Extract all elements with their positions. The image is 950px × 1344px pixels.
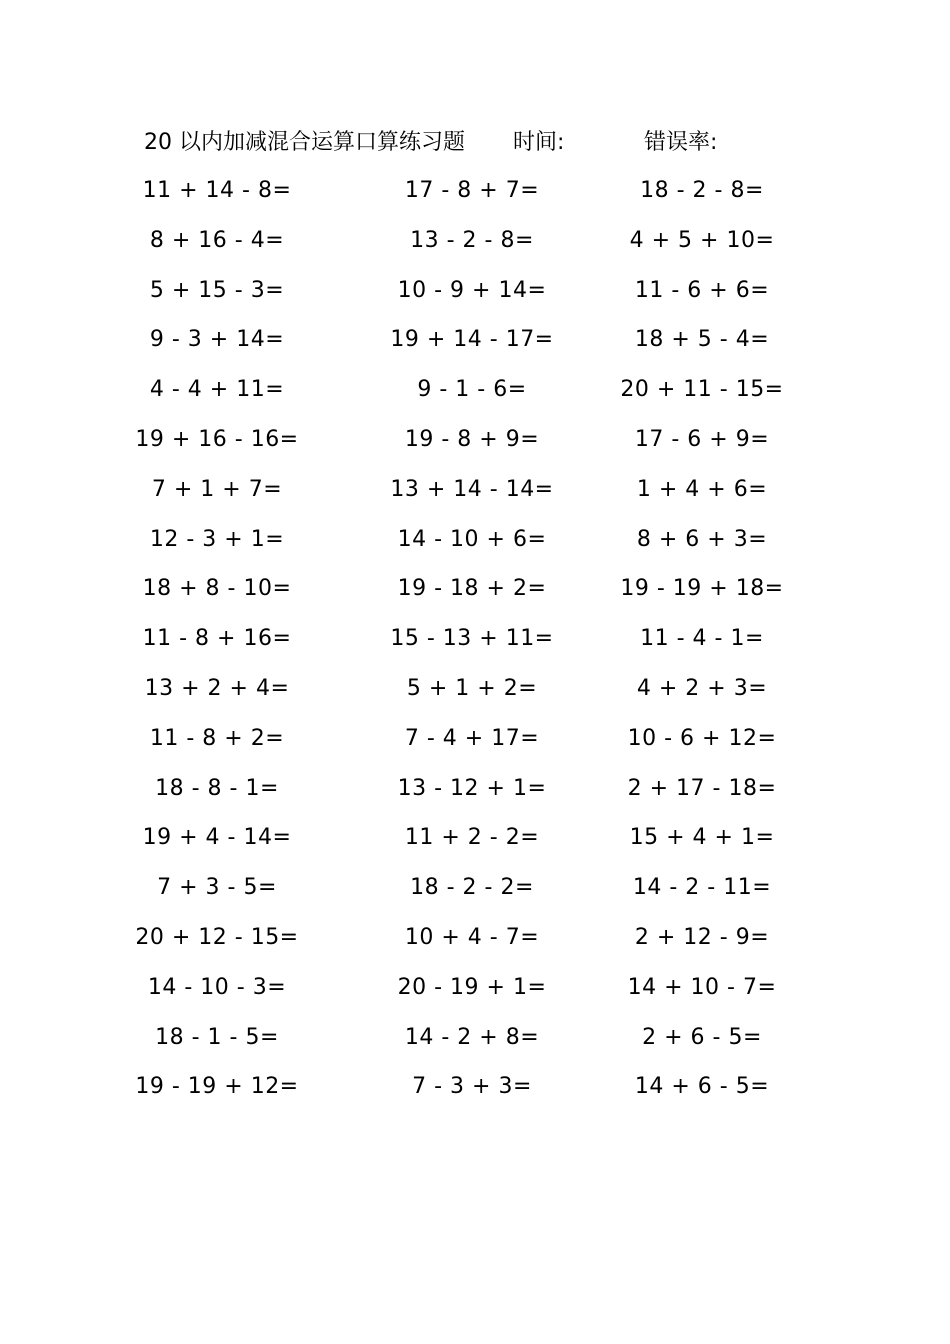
math-problem: 5 + 1 + 2= <box>406 676 538 701</box>
math-problem: 5 + 15 - 3= <box>149 277 285 303</box>
problem-row <box>0 719 950 759</box>
math-problem: 18 - 8 - 1= <box>155 775 279 801</box>
problem-row <box>0 769 950 809</box>
math-problem: 14 + 10 - 7= <box>627 974 777 1000</box>
math-problem: 13 - 12 + 1= <box>397 775 547 801</box>
math-problem: 13 + 14 - 14= <box>390 476 554 502</box>
math-problem: 7 - 3 + 3= <box>412 1074 532 1100</box>
problem-row <box>0 221 950 261</box>
math-problem: 8 + 16 - 4= <box>149 227 285 253</box>
math-problem: 11 - 6 + 6= <box>634 277 770 303</box>
math-problem: 18 - 2 - 2= <box>410 875 534 901</box>
math-problem: 18 - 2 - 8= <box>640 178 764 203</box>
math-problem: 4 + 5 + 10= <box>629 227 775 253</box>
math-problem: 11 - 8 + 2= <box>149 725 285 751</box>
problem-row <box>0 520 950 560</box>
math-problem: 2 + 6 - 5= <box>642 1024 762 1050</box>
problem-row <box>0 1018 950 1058</box>
problem-row <box>0 320 950 360</box>
math-problem: 19 + 16 - 16= <box>135 427 299 452</box>
math-problem: 8 + 6 + 3= <box>636 526 768 552</box>
math-problem: 2 + 12 - 9= <box>634 925 770 950</box>
problem-row <box>0 420 950 460</box>
math-problem: 19 + 14 - 17= <box>390 327 554 353</box>
math-problem: 14 + 6 - 5= <box>634 1074 770 1100</box>
math-problem: 17 - 8 + 7= <box>404 178 540 203</box>
math-problem: 19 - 8 + 9= <box>404 427 540 452</box>
math-problem: 17 - 6 + 9= <box>634 427 770 452</box>
problem-row <box>0 1067 950 1107</box>
math-problem: 20 - 19 + 1= <box>397 974 547 1000</box>
math-problem: 14 - 2 + 8= <box>404 1024 540 1050</box>
problem-row <box>0 470 950 510</box>
math-problem: 20 + 12 - 15= <box>135 925 299 950</box>
math-problem: 12 - 3 + 1= <box>149 526 285 552</box>
math-problem: 19 - 19 + 18= <box>620 576 784 602</box>
math-problem: 1 + 4 + 6= <box>636 476 768 502</box>
problem-row <box>0 271 950 311</box>
problem-row <box>0 171 950 211</box>
math-problem: 14 - 2 - 11= <box>632 875 772 901</box>
problem-row <box>0 370 950 410</box>
math-problem: 18 + 5 - 4= <box>634 327 770 353</box>
math-problem: 11 - 8 + 16= <box>142 626 292 652</box>
math-problem: 14 - 10 - 3= <box>147 974 287 1000</box>
math-problem: 2 + 17 - 18= <box>627 775 777 801</box>
math-problem: 14 - 10 + 6= <box>397 526 547 552</box>
math-problem: 15 + 4 + 1= <box>629 825 775 851</box>
error-rate-label: 错误率: <box>644 130 718 155</box>
math-problem: 15 - 13 + 11= <box>390 626 554 652</box>
worksheet-title: 20 以内加减混合运算口算练习题 <box>144 130 465 155</box>
problem-row <box>0 569 950 609</box>
math-problem: 4 + 2 + 3= <box>636 676 768 701</box>
math-problem: 19 - 18 + 2= <box>397 576 547 602</box>
problem-row <box>0 968 950 1008</box>
math-problem: 11 + 14 - 8= <box>142 178 292 203</box>
math-problem: 10 + 4 - 7= <box>404 925 540 950</box>
math-problem: 10 - 9 + 14= <box>397 277 547 303</box>
math-problem: 19 + 4 - 14= <box>142 825 292 851</box>
math-problem: 7 - 4 + 17= <box>404 725 540 751</box>
math-problem: 19 - 19 + 12= <box>135 1074 299 1100</box>
math-problem: 9 - 1 - 6= <box>417 377 527 403</box>
problem-row <box>0 619 950 659</box>
math-problem: 7 + 3 - 5= <box>157 875 277 901</box>
math-problem: 4 - 4 + 11= <box>149 377 285 403</box>
math-problem: 13 + 2 + 4= <box>144 676 290 701</box>
math-problem: 18 + 8 - 10= <box>142 576 292 602</box>
problem-row <box>0 868 950 908</box>
math-problem: 10 - 6 + 12= <box>627 725 777 751</box>
math-problem: 20 + 11 - 15= <box>620 377 784 403</box>
math-problem: 11 - 4 - 1= <box>640 626 764 652</box>
problem-row <box>0 918 950 958</box>
problem-row <box>0 669 950 709</box>
problem-row <box>0 818 950 858</box>
math-problem: 7 + 1 + 7= <box>151 476 283 502</box>
math-problem: 13 - 2 - 8= <box>410 227 534 253</box>
time-label: 时间: <box>513 130 565 155</box>
math-problem: 9 - 3 + 14= <box>149 327 285 353</box>
math-problem: 18 - 1 - 5= <box>155 1024 279 1050</box>
math-problem: 11 + 2 - 2= <box>404 825 540 851</box>
